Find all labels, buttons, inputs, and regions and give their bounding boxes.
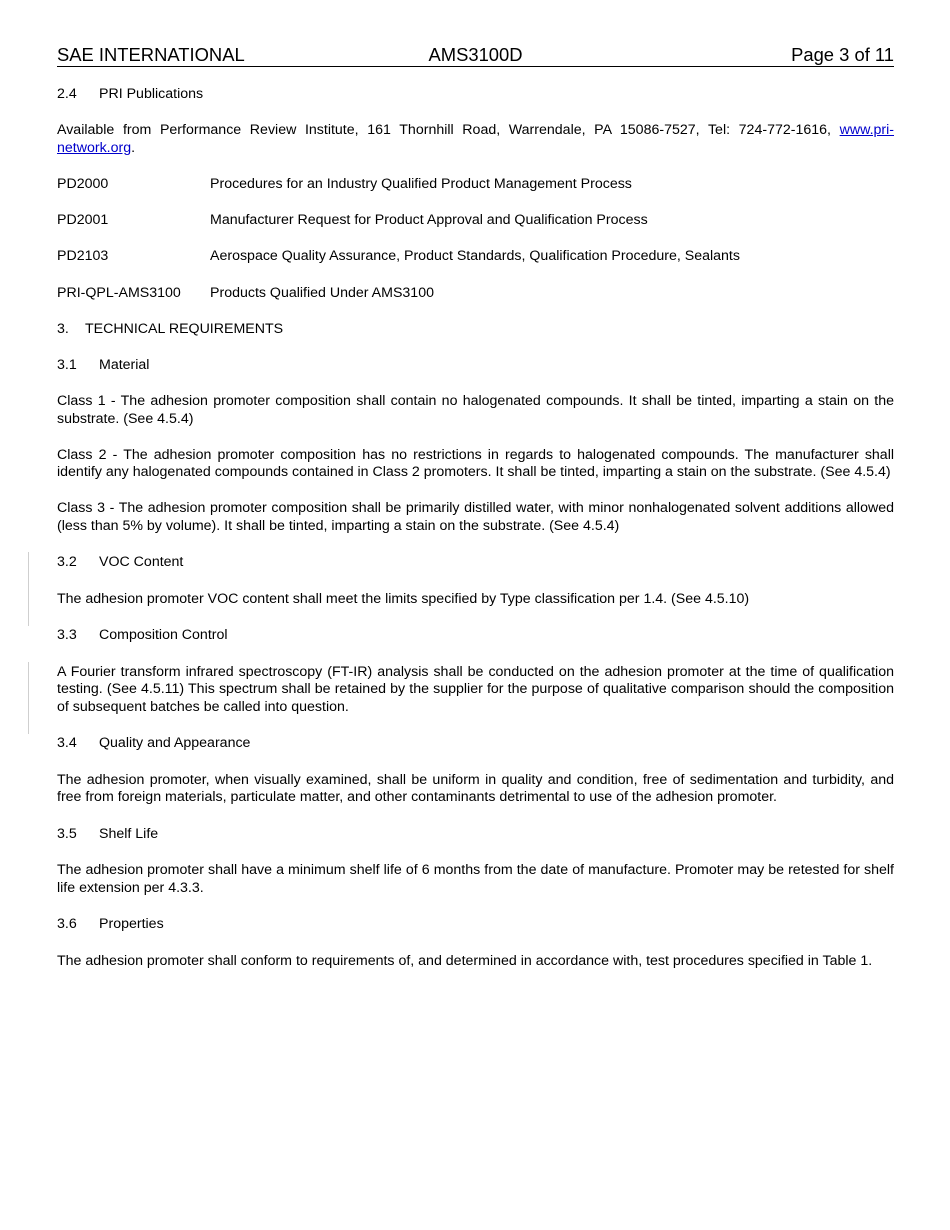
class-2-paragraph: Class 2 - The adhesion promoter composition has no restrictions in regards to halogenated compounds. The manufacturer shall identify any halogenated compounds contained in Class 2 promoters. It shall be tinted, imparting a stain on the substrate. (See 4.5.4) xyxy=(57,446,894,480)
section-title: PRI Publications xyxy=(99,86,204,102)
change-bar-3-3 xyxy=(28,662,29,734)
section-number: 2.4 xyxy=(57,86,77,102)
document-page xyxy=(57,44,894,970)
quality-appearance-paragraph: The adhesion promoter, when visually examined, shall be uniform in quality and condition, free of sedimentation and turbidity, and free from foreign materials, particulate matter, and other contaminants detrimental to use of the adhesion promoter. xyxy=(57,771,894,805)
page-header xyxy=(57,44,894,67)
section-number: 3.2 xyxy=(57,554,77,570)
publication-title: Procedures for an Industry Qualified Product Management Process xyxy=(210,175,632,192)
publication-title: Aerospace Quality Assurance, Product Standards, Qualification Procedure, Sealants xyxy=(210,247,740,264)
section-number: 3.3 xyxy=(57,627,77,643)
publication-row xyxy=(57,176,894,194)
properties-paragraph: The adhesion promoter shall conform to requirements of, and determined in accordance with, test procedures specified in Table 1. xyxy=(57,952,873,969)
section-heading-3 xyxy=(57,321,894,339)
section-heading-3-1 xyxy=(57,357,894,375)
section-title: Properties xyxy=(99,916,164,932)
section-heading-3-2 xyxy=(57,554,894,572)
section-number: 3.5 xyxy=(57,825,77,842)
section-heading-3-4 xyxy=(57,735,894,753)
section-heading-3-5 xyxy=(57,826,894,844)
pri-availability-text: Available from Performance Review Institute, 161 Thornhill Road, Warrendale, PA 15086-7527, Tel: 724-772-1616, xyxy=(57,122,831,138)
section-title: TECHNICAL REQUIREMENTS xyxy=(85,320,284,337)
section-number: 3.6 xyxy=(57,916,77,932)
publication-id: PD2000 xyxy=(57,175,109,192)
section-heading-2-4 xyxy=(57,86,894,104)
section-number: 3. xyxy=(57,320,69,337)
pri-website-link[interactable]: www.pri-network.org xyxy=(57,122,894,156)
publication-row xyxy=(57,212,894,230)
publication-id: PD2001 xyxy=(57,211,109,228)
publication-row xyxy=(57,285,894,303)
header-organization: SAE INTERNATIONAL xyxy=(57,44,245,65)
pri-availability-paragraph xyxy=(57,122,894,157)
publication-title: Manufacturer Request for Product Approval and Qualification Process xyxy=(210,211,648,228)
change-bar-3-2 xyxy=(28,552,29,626)
class-1-paragraph: Class 1 - The adhesion promoter composition shall contain no halogenated compounds. It shall be tinted, imparting a stain on the substrate. (See 4.5.4) xyxy=(57,393,894,427)
section-title: Quality and Appearance xyxy=(99,735,251,751)
header-document-number: AMS3100D xyxy=(428,44,523,65)
section-heading-3-3 xyxy=(57,627,894,645)
composition-control-paragraph: A Fourier transform infrared spectroscopy (FT-IR) analysis shall be conducted on the adhesion promoter at the time of qualification testing. (See 4.5.11) This spectrum shall be retained by the supplier for the purpose of qualitative comparison should the composition of subsequent batches be called into question. xyxy=(57,663,894,715)
voc-content-paragraph: The adhesion promoter VOC content shall meet the limits specified by Type classification per 1.4. (See 4.5.10) xyxy=(57,590,750,607)
section-title: Material xyxy=(99,356,150,373)
shelf-life-paragraph: The adhesion promoter shall have a minimum shelf life of 6 months from the date of manufacture. Promoter may be retested for shelf life extension per 4.3.3. xyxy=(57,862,894,896)
header-page-number: Page 3 of 11 xyxy=(791,44,895,65)
section-number: 3.4 xyxy=(57,735,77,751)
section-heading-3-6 xyxy=(57,916,894,934)
section-number: 3.1 xyxy=(57,356,77,373)
publication-id: PD2103 xyxy=(57,247,109,264)
publication-row xyxy=(57,248,894,266)
section-title: Composition Control xyxy=(99,627,228,643)
class-3-paragraph: Class 3 - The adhesion promoter composition shall be primarily distilled water, with minor nonhalogenated solvent additions allowed (less than 5% by volume). It shall be tinted, imparting a stain on the substrate. (See 4.5.4) xyxy=(57,500,894,534)
pri-link-suffix: . xyxy=(131,139,136,156)
publication-title: Products Qualified Under AMS3100 xyxy=(210,284,434,301)
section-title: VOC Content xyxy=(99,554,184,570)
publication-id: PRI-QPL-AMS3100 xyxy=(57,284,181,301)
section-title: Shelf Life xyxy=(99,825,159,842)
